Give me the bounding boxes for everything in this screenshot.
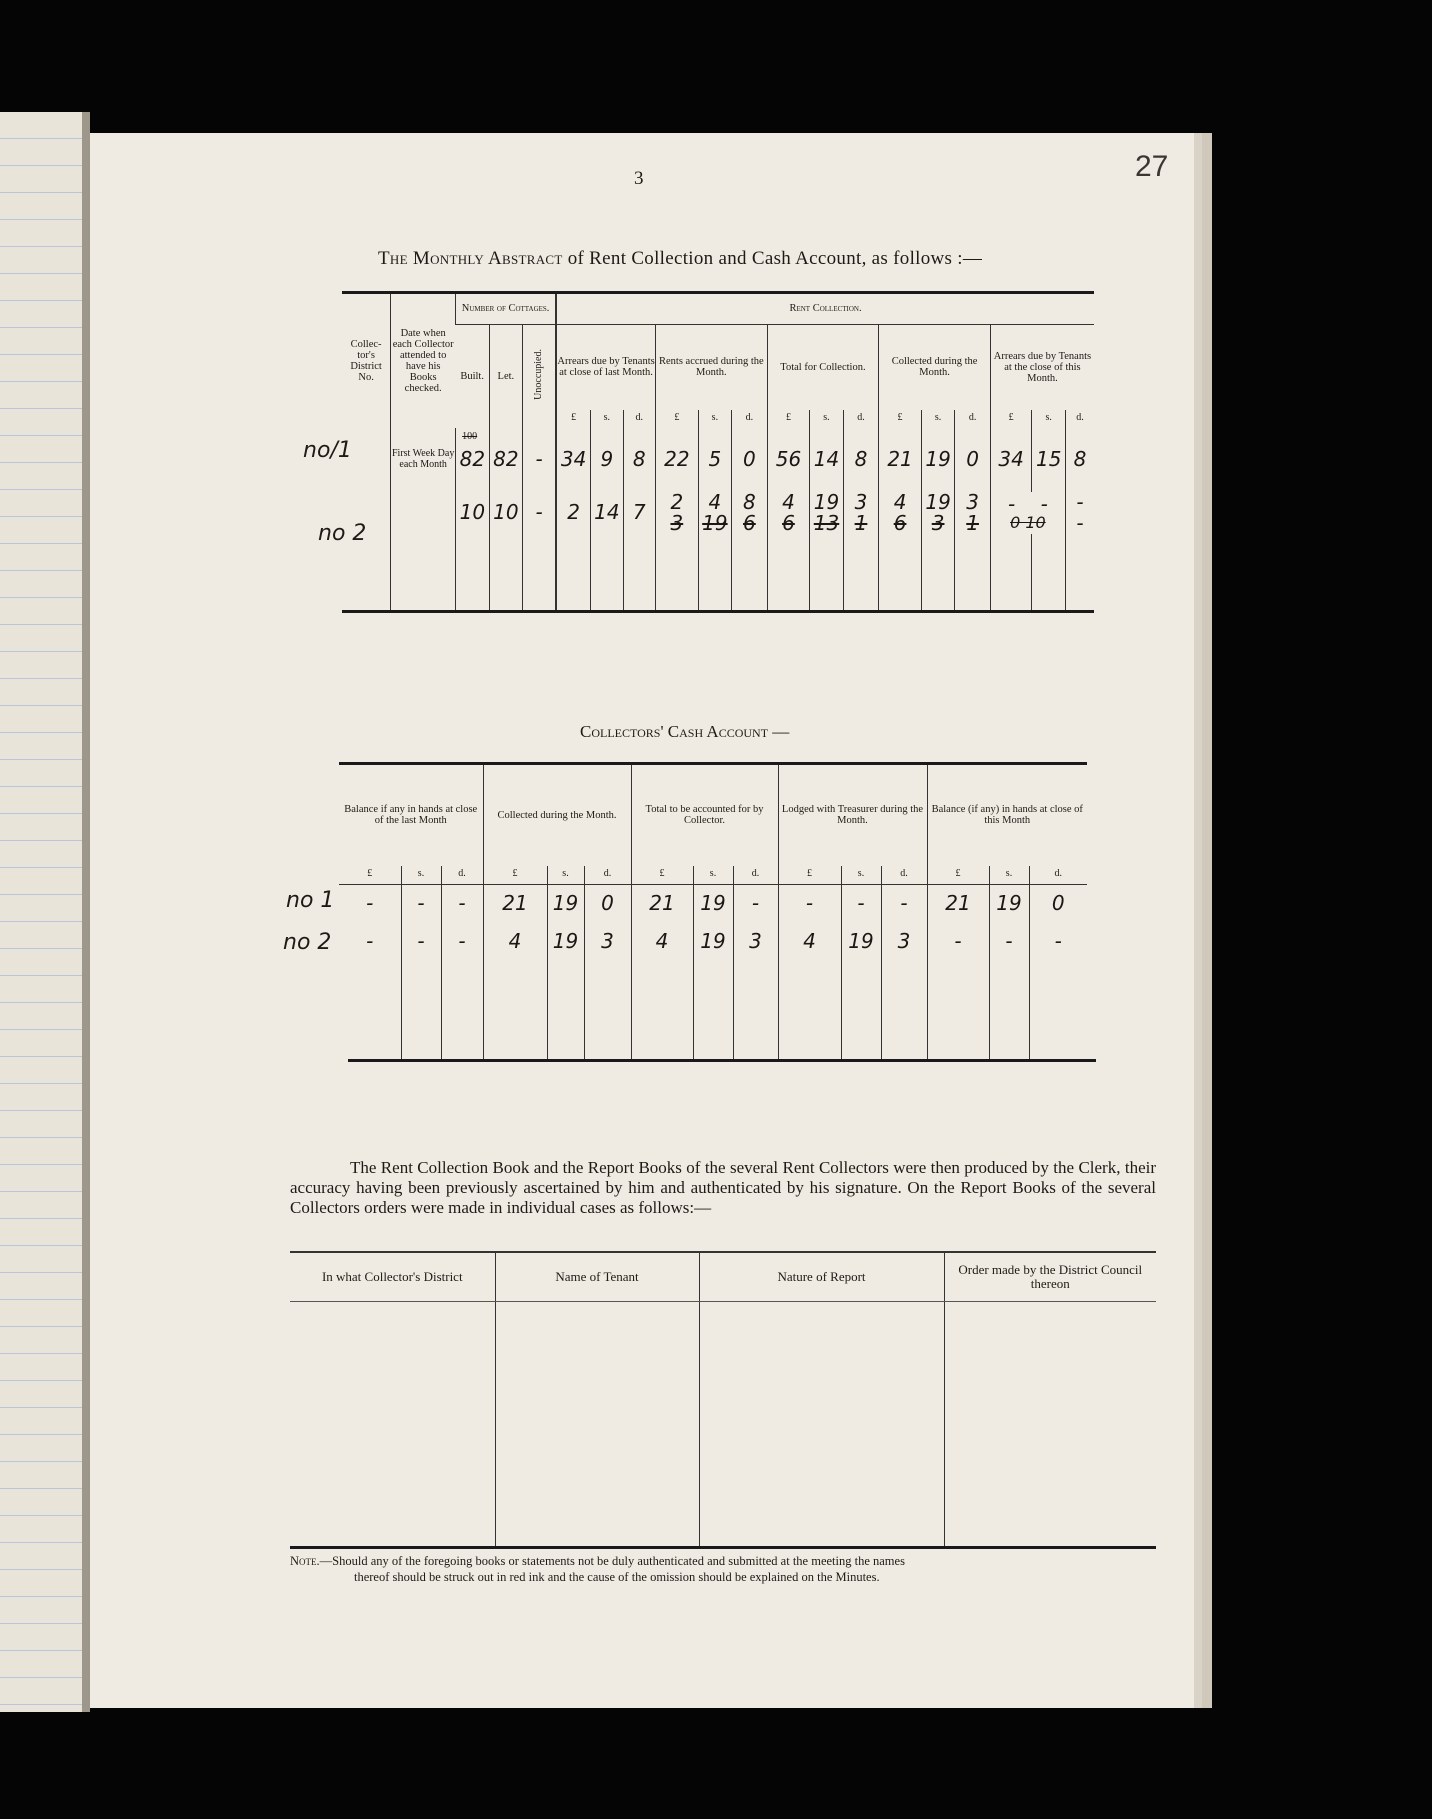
rents-accrued-pounds: 22 — [656, 428, 699, 492]
arrears-now-shillings: - — [1040, 491, 1048, 516]
first-week-note: First Week Day each Month — [391, 428, 456, 492]
balance-prev-shillings: - — [401, 922, 441, 960]
left-page — [0, 112, 90, 1712]
total-pence: 3 — [854, 489, 868, 514]
collected-pence: 3 — [966, 489, 979, 514]
cash-account-table — [339, 762, 1087, 1060]
rents-accrued-pounds-struck: 3 — [670, 510, 684, 535]
arrears-prev-pounds: 2 — [556, 492, 591, 534]
abstract-row-1 — [342, 428, 1094, 492]
built-struck: 100 — [462, 430, 478, 442]
total-shillings-struck: 13 — [813, 510, 840, 535]
collected-pence: 0 — [955, 428, 991, 492]
balance-prev-pence: - — [441, 884, 483, 922]
rents-accrued-pence: 0 — [732, 428, 768, 492]
cash-row-2-label: no 2 — [283, 930, 332, 955]
cash-collected-shillings: 19 — [547, 884, 584, 922]
arrears-prev-shillings: 9 — [591, 428, 623, 492]
total-header: Total for Collection. — [767, 325, 879, 410]
lodged-shillings: - — [841, 884, 881, 922]
orders-header-tenant: Name of Tenant — [495, 1252, 699, 1302]
arrears-now-pounds: - — [1007, 491, 1016, 516]
lodged-header: Lodged with Treasurer during the Month. — [778, 764, 927, 866]
collected-pounds: 4 — [893, 489, 907, 514]
note-label: Note. — [290, 1554, 320, 1568]
orders-header-report: Nature of Report — [699, 1252, 944, 1302]
let-value: 82 — [489, 428, 522, 492]
unoccupied-value: - — [523, 428, 556, 492]
lodged-pence: - — [881, 884, 927, 922]
unit-pence: d. — [441, 866, 483, 885]
arrears-now-pounds: 34 — [990, 428, 1032, 492]
balance-now-header: Balance (if any) in hands at close of this Month — [927, 764, 1087, 866]
unit-shilling: s. — [698, 410, 731, 428]
unit-pence: d. — [623, 410, 655, 428]
balance-now-pence: - — [1029, 922, 1087, 960]
cash-total-shillings: 19 — [693, 884, 733, 922]
footnote — [290, 1553, 1156, 1585]
balance-now-shillings: - — [989, 922, 1029, 960]
let-value: 10 — [489, 492, 522, 534]
monthly-abstract-table — [342, 291, 1094, 613]
unit-pound: £ — [656, 410, 699, 428]
built-header: Built. — [460, 370, 484, 382]
arrears-now-cell — [990, 492, 1065, 534]
unit-pound: £ — [879, 410, 922, 428]
unit-pound: £ — [767, 410, 810, 428]
rents-accrued-header: Rents accrued during the Month. — [656, 325, 768, 410]
rents-accrued-pence: 8 — [743, 489, 756, 514]
rent-collection-header: Rent Collection. — [556, 293, 1094, 325]
let-header: Let. — [489, 325, 522, 428]
cash-total-header: Total to be accounted for by Collector. — [631, 764, 778, 866]
balance-prev-pounds: - — [366, 928, 374, 953]
arrears-prev-shillings: 14 — [591, 492, 623, 534]
arrears-now-dashes — [991, 491, 1065, 516]
rents-accrued-shillings: 4 — [708, 489, 722, 514]
unit-pound: £ — [483, 866, 547, 885]
arrears-prev-pence: 7 — [623, 492, 655, 534]
unit-pence: d. — [843, 410, 879, 428]
cash-collected-header: Collected during the Month. — [483, 764, 631, 866]
balance-now-pence: 0 — [1029, 884, 1087, 922]
abstract-row-2-label: no 2 — [318, 521, 367, 546]
collected-shillings: 19 — [921, 428, 954, 492]
unit-pound: £ — [367, 868, 373, 880]
unit-pence: d. — [1029, 866, 1087, 885]
arrears-now-pence-dash: - — [1076, 510, 1084, 535]
rents-accrued-shillings: 5 — [698, 428, 731, 492]
abstract-row-2 — [342, 492, 1094, 534]
unit-shilling: s. — [921, 410, 954, 428]
unit-pound: £ — [778, 866, 841, 885]
total-pounds: 56 — [767, 428, 810, 492]
unit-pence: d. — [1065, 410, 1094, 428]
unit-shilling: s. — [810, 410, 843, 428]
folio-number: 27 — [1135, 150, 1169, 183]
cash-total-shillings: 19 — [693, 922, 733, 960]
total-pounds-struck: 6 — [782, 510, 795, 535]
balance-now-pounds: - — [927, 922, 989, 960]
collected-header: Collected during the Month. — [879, 325, 991, 410]
cash-collected-pence: 3 — [584, 922, 631, 960]
arrears-now-struck: 0 10 — [1010, 512, 1046, 532]
balance-prev-header: Balance if any in hands at close of the last Month — [344, 804, 478, 827]
unit-shilling: s. — [841, 866, 881, 885]
unoccupied-label: Unoccupied. — [532, 349, 544, 401]
unit-pence: d. — [732, 410, 768, 428]
date-header: Date when each Collector attended to have his Books checked. — [391, 293, 456, 428]
orders-header-district: In what Collector's District — [290, 1252, 495, 1302]
collected-pence-struck: 1 — [966, 510, 979, 535]
cash-title: Collectors' Cash Account — — [580, 722, 790, 741]
rents-accrued-pounds: 2 — [670, 489, 684, 514]
total-pence-struck: 1 — [854, 510, 868, 535]
lodged-pence: 3 — [881, 922, 927, 960]
unit-shilling: s. — [547, 866, 584, 885]
cash-blank-row — [339, 960, 1087, 1060]
balance-prev-pence: - — [441, 922, 483, 960]
abstract-blank-row — [342, 534, 1094, 612]
unoccupied-header — [523, 325, 556, 428]
balance-now-shillings: 19 — [989, 884, 1029, 922]
total-pence-cell — [843, 489, 879, 535]
abstract-title-rest: of Rent Collection and Cash Account, as follows :— — [562, 248, 983, 269]
total-pence: 8 — [843, 428, 879, 492]
abstract-row-1-label: no/1 — [303, 438, 352, 463]
note-line-2: thereof should be struck out in red ink and the cause of the omission should be explained on the Minutes. — [354, 1570, 880, 1584]
total-shillings: 19 — [813, 489, 840, 514]
unit-shilling: s. — [693, 866, 733, 885]
cash-row-1 — [339, 884, 1087, 922]
total-shillings: 14 — [810, 428, 843, 492]
rents-accrued-pence-cell — [732, 489, 768, 535]
book-spine-edge — [82, 112, 90, 1712]
note-line-1: —Should any of the foregoing books or statements not be duly authenticated and submitted at the meeting the names — [319, 1554, 905, 1568]
unoccupied-value: - — [523, 492, 556, 534]
report-paragraph-text: The Rent Collection Book and the Report Books of the several Rent Collectors were then produced by the Clerk, their accuracy having been previously ascertained by him and authenticated by his signature. On the Report Books of the several Collectors orders were made in individual cases as follows:— — [290, 1158, 1156, 1217]
unit-shilling: s. — [1032, 410, 1065, 428]
arrears-now-pence: - — [1076, 489, 1084, 514]
cash-row-2 — [339, 922, 1087, 960]
page-edge — [1202, 133, 1212, 1708]
unit-pence: d. — [733, 866, 778, 885]
built-cell — [456, 428, 489, 492]
report-paragraph — [290, 1158, 1156, 1218]
balance-prev-pounds: - — [366, 890, 374, 915]
arrears-now-pence: 8 — [1065, 428, 1094, 492]
district-header: Collec-tor's District No. — [350, 338, 382, 383]
collected-shillings: 19 — [925, 489, 951, 514]
cash-collected-pounds: 4 — [483, 922, 547, 960]
cash-total-pounds: 4 — [631, 922, 693, 960]
unit-pound: £ — [990, 410, 1032, 428]
rents-accrued-shillings-cell — [698, 489, 731, 535]
arrears-now-pence-cell — [1065, 489, 1094, 535]
lodged-pounds: - — [778, 884, 841, 922]
orders-header-order: Order made by the District Council thereon — [944, 1252, 1156, 1302]
lodged-shillings: 19 — [841, 922, 881, 960]
cash-total-pounds: 21 — [631, 884, 693, 922]
arrears-prev-pence: 8 — [623, 428, 655, 492]
unit-pound: £ — [631, 866, 693, 885]
cottages-header: Number of Cottages. — [456, 293, 556, 325]
unit-pence: d. — [584, 866, 631, 885]
unit-shilling: s. — [989, 866, 1029, 885]
arrears-prev-header: Arrears due by Tenants at close of last Month. — [556, 325, 655, 410]
collected-pounds-struck: 6 — [893, 510, 907, 535]
collected-pounds-cell — [879, 489, 922, 535]
collected-pence-cell — [955, 489, 991, 535]
unit-pence: d. — [955, 410, 991, 428]
arrears-now-shillings: 15 — [1032, 428, 1065, 492]
date-cell — [391, 492, 456, 534]
collected-shillings-struck: 3 — [931, 510, 945, 535]
cash-collected-shillings: 19 — [547, 922, 584, 960]
cash-total-pence: - — [733, 884, 778, 922]
cash-total-pence: 3 — [733, 922, 778, 960]
cash-collected-pounds: 21 — [483, 884, 547, 922]
unit-pence: d. — [881, 866, 927, 885]
rents-accrued-pounds-cell — [656, 489, 699, 535]
cash-collected-pence: 0 — [584, 884, 631, 922]
arrears-prev-pounds: 34 — [556, 428, 591, 492]
built-value: 10 — [456, 492, 489, 534]
arrears-now-header: Arrears due by Tenants at the close of this Month. — [990, 325, 1094, 410]
total-shillings-cell — [810, 489, 843, 535]
orders-table — [290, 1251, 1156, 1549]
abstract-title — [378, 248, 982, 270]
page-number: 3 — [634, 168, 644, 189]
cash-row-1-label: no 1 — [286, 888, 335, 913]
abstract-title-prefix: The Monthly Abstract — [378, 248, 563, 269]
rents-accrued-shillings-struck: 19 — [702, 510, 728, 535]
unit-pound: £ — [556, 410, 591, 428]
collected-shillings-cell — [921, 489, 954, 535]
total-pounds: 4 — [782, 489, 795, 514]
orders-blank-row — [290, 1302, 1156, 1548]
total-pounds-cell — [767, 489, 810, 535]
cash-bottom-rule — [348, 1059, 1096, 1062]
lodged-pounds: 4 — [778, 922, 841, 960]
balance-now-pounds: 21 — [927, 884, 989, 922]
collected-pounds: 21 — [879, 428, 922, 492]
unit-shilling: s. — [401, 866, 441, 885]
unit-pound: £ — [927, 866, 989, 885]
rents-accrued-pence-struck: 6 — [743, 510, 756, 535]
unit-shilling: s. — [591, 410, 623, 428]
balance-prev-shillings: - — [401, 884, 441, 922]
built-value: 82 — [459, 447, 486, 471]
